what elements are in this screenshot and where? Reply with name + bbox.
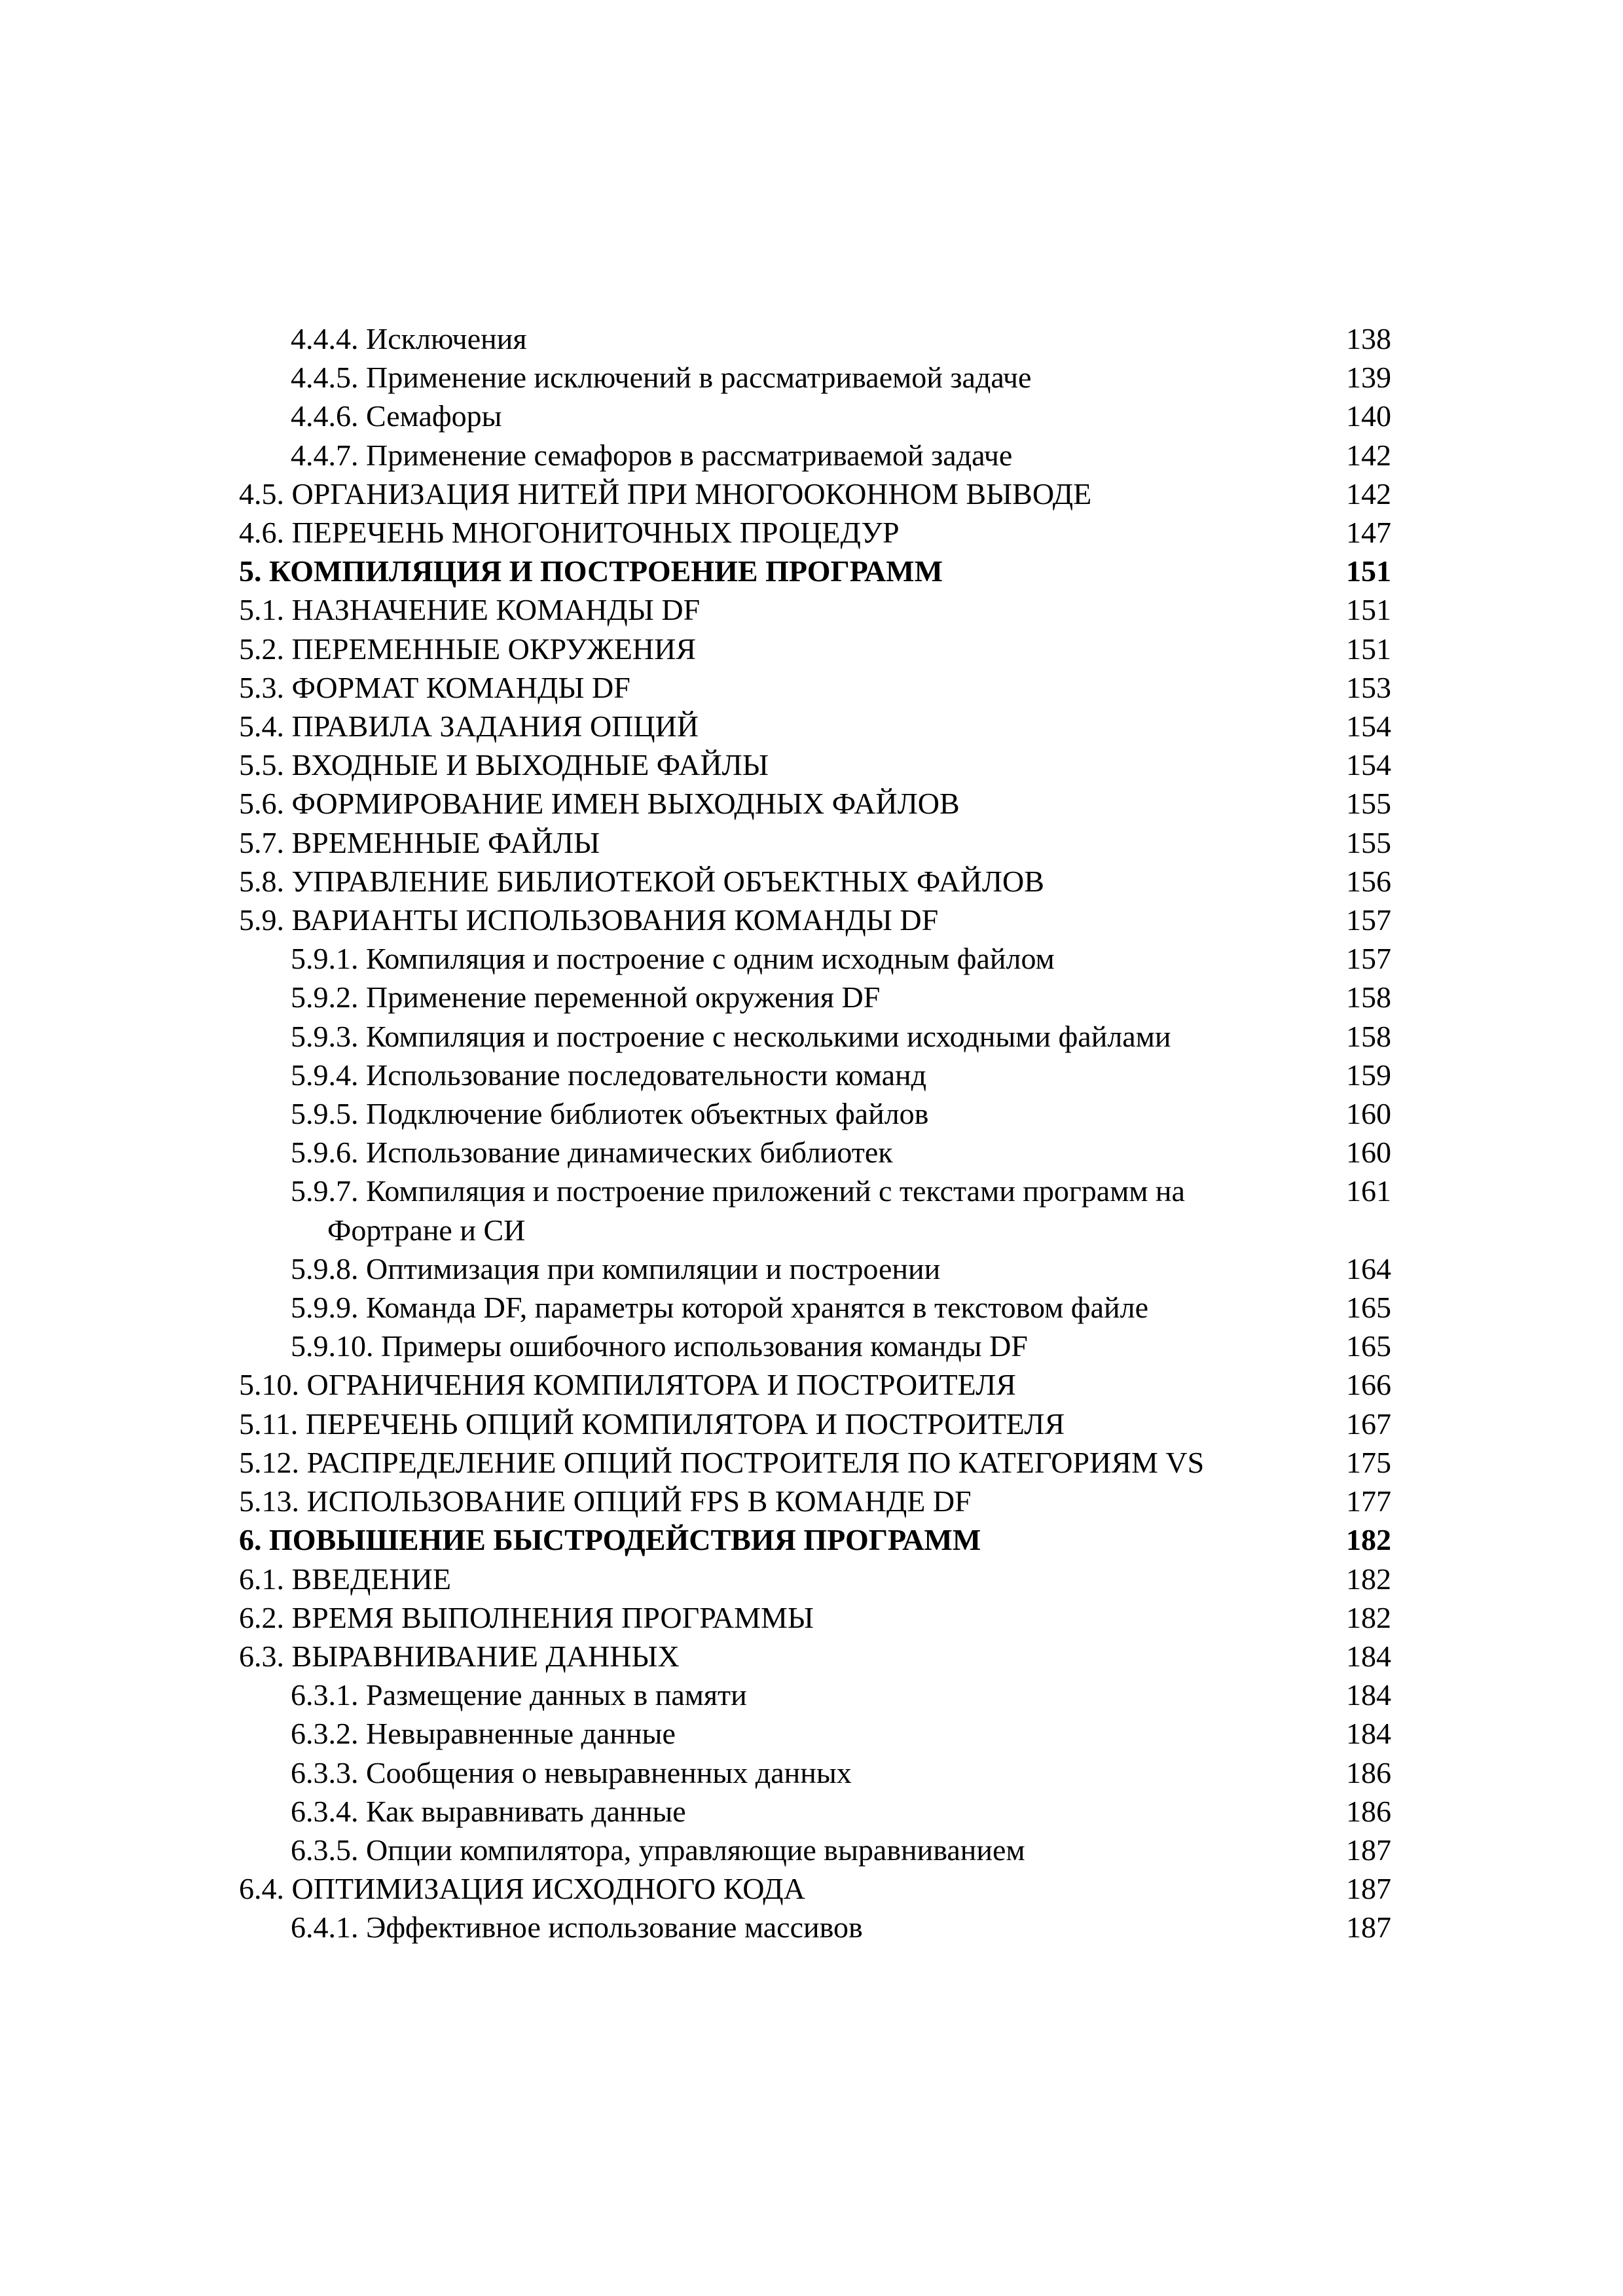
toc-entry: [239, 513, 1391, 552]
toc-entry: [239, 745, 1391, 784]
toc-entry-title: 6.4. ОПТИМИЗАЦИЯ ИСХОДНОГО КОДА: [239, 1872, 805, 1906]
toc-entry: [239, 1365, 1391, 1404]
toc-entry-title: 6.3.2. Невыравненные данные: [291, 1717, 676, 1751]
toc-entry: [239, 901, 1391, 939]
toc-entry-title: 6.3. ВЫРАВНИВАНИЕ ДАННЫХ: [239, 1639, 680, 1673]
toc-entry-page: 139: [1346, 361, 1391, 395]
toc-entry-page: 157: [1346, 942, 1391, 976]
toc-entry-title-line1: 5.9.7. Компиляция и построение приложений с текстами программ на: [291, 1174, 1185, 1208]
toc-entry-title: 5.10. ОГРАНИЧЕНИЯ КОМПИЛЯТОРА И ПОСТРОИТЕЛЯ: [239, 1368, 1016, 1402]
toc-entry-page: 184: [1346, 1717, 1391, 1751]
toc-entry: [239, 1133, 1391, 1172]
toc-entry-title: 5.13. ИСПОЛЬЗОВАНИЕ ОПЦИЙ FPS В КОМАНДЕ DF: [239, 1484, 972, 1518]
toc-entry-multiline: [239, 1172, 1391, 1249]
toc-entry: [239, 1792, 1391, 1831]
toc-entry-page: 164: [1346, 1251, 1391, 1285]
toc-entry-title: 5.2. ПЕРЕМЕННЫЕ ОКРУЖЕНИЯ: [239, 632, 696, 666]
toc-entry-title: 5.9.2. Применение переменной окружения DF: [291, 980, 881, 1014]
toc-entry-page: 157: [1346, 903, 1391, 937]
toc-chapter-page: 182: [1346, 1523, 1391, 1557]
toc-entry-title: 4.6. ПЕРЕЧЕНЬ МНОГОНИТОЧНЫХ ПРОЦЕДУР: [239, 516, 900, 550]
toc-entry-page: 186: [1346, 1794, 1391, 1828]
toc-entry-title-continuation: Фортране и СИ: [327, 1213, 526, 1247]
toc-entry-page: 165: [1346, 1291, 1391, 1325]
toc-entry-page: 182: [1346, 1600, 1391, 1634]
toc-entry-page: 187: [1346, 1910, 1391, 1945]
toc-entry: [239, 358, 1391, 397]
toc-entry-title: 6.3.1. Размещение данных в памяти: [291, 1678, 747, 1712]
toc-entry-title: 5.9.4. Использование последовательности команд: [291, 1058, 927, 1092]
toc-entry-page: 142: [1346, 476, 1391, 511]
toc-chapter-title: 5. КОМПИЛЯЦИЯ И ПОСТРОЕНИЕ ПРОГРАММ: [239, 554, 943, 588]
toc-entry: [239, 1405, 1391, 1443]
toc-entry: [239, 1056, 1391, 1094]
toc-entry: [239, 1908, 1391, 1946]
toc-entry-title: 5.9.10. Примеры ошибочного использования команды DF: [291, 1329, 1028, 1363]
toc-entry-page: 184: [1346, 1639, 1391, 1673]
toc-entry-page: 151: [1346, 593, 1391, 627]
toc-entry-title: 5.9.5. Подключение библиотек объектных файлов: [291, 1097, 929, 1131]
toc-entry: [239, 784, 1391, 823]
toc-entry-title: 5.12. РАСПРЕДЕЛЕНИЕ ОПЦИЙ ПОСТРОИТЕЛЯ ПО КАТЕГОРИЯМ VS: [239, 1445, 1205, 1479]
toc-entry: [239, 1560, 1391, 1598]
toc-entry-title: 4.4.5. Применение исключений в рассматриваемой задаче: [291, 361, 1032, 395]
toc-entry-page: 147: [1346, 516, 1391, 550]
toc-entry: [239, 319, 1391, 358]
toc-chapter-page: 151: [1346, 554, 1391, 588]
toc-entry: [239, 1598, 1391, 1637]
toc-entry-page: 153: [1346, 670, 1391, 704]
toc-entry-page: 165: [1346, 1329, 1391, 1363]
toc-entry-page: 138: [1346, 322, 1391, 355]
toc-entry-title: 5.9.1. Компиляция и построение с одним исходным файлом: [291, 942, 1055, 976]
toc-entry-page: 155: [1346, 825, 1391, 859]
toc-entry-page: 140: [1346, 399, 1391, 433]
toc-entry-page: 159: [1346, 1058, 1391, 1092]
toc-entry: [239, 1676, 1391, 1714]
toc-entry: [239, 1714, 1391, 1753]
toc-entry-title: 4.5. ОРГАНИЗАЦИЯ НИТЕЙ ПРИ МНОГООКОННОМ ВЫВОДЕ: [239, 476, 1092, 511]
toc-entry: [239, 1637, 1391, 1676]
toc-entry: [239, 1831, 1391, 1869]
toc-entry: [239, 1288, 1391, 1327]
toc-entry-page: 151: [1346, 632, 1391, 666]
toc-entry-title: 5.4. ПРАВИЛА ЗАДАНИЯ ОПЦИЙ: [239, 709, 699, 744]
toc-entry-title: 6.2. ВРЕМЯ ВЫПОЛНЕНИЯ ПРОГРАММЫ: [239, 1600, 814, 1634]
toc-entry: [239, 630, 1391, 668]
toc-entry-title: 6.3.3. Сообщения о невыравненных данных: [291, 1755, 852, 1789]
toc-entry-page: 187: [1346, 1872, 1391, 1906]
toc-entry: [239, 1017, 1391, 1056]
toc-entry: [239, 978, 1391, 1016]
toc-entry-title: 5.11. ПЕРЕЧЕНЬ ОПЦИЙ КОМПИЛЯТОРА И ПОСТРОИТЕЛЯ: [239, 1407, 1065, 1441]
toc-entry-title: 5.9.3. Компиляция и построение с несколькими исходными файлами: [291, 1019, 1171, 1053]
toc-entry-title: 5.9.8. Оптимизация при компиляции и построении: [291, 1251, 941, 1285]
toc-entry-page: 160: [1346, 1136, 1391, 1170]
toc-entry-title: 6.1. ВВЕДЕНИЕ: [239, 1562, 451, 1596]
toc-entry: [239, 1249, 1391, 1288]
toc-entry: [239, 1443, 1391, 1482]
toc-entry-page: 154: [1346, 709, 1391, 744]
toc-entry-title: 5.9. ВАРИАНТЫ ИСПОЛЬЗОВАНИЯ КОМАНДЫ DF: [239, 903, 939, 937]
toc-entry-title: 4.4.6. Семафоры: [291, 399, 502, 433]
toc-entry-page: 142: [1346, 438, 1391, 472]
toc-chapter-entry: [239, 1520, 1391, 1559]
toc-entry-page: 160: [1346, 1097, 1391, 1131]
toc-entry-title: 5.5. ВХОДНЫЕ И ВЫХОДНЫЕ ФАЙЛЫ: [239, 748, 769, 782]
toc-entry: [239, 436, 1391, 475]
table-of-contents: [239, 319, 1391, 1947]
toc-entry-title: 4.4.4. Исключения: [291, 322, 527, 355]
toc-entry: [239, 475, 1391, 513]
toc-entry: [239, 397, 1391, 435]
toc-entry-title: 5.9.6. Использование динамических библиотек: [291, 1136, 893, 1170]
toc-chapter-title: 6. ПОВЫШЕНИЕ БЫСТРОДЕЙСТВИЯ ПРОГРАММ: [239, 1523, 981, 1557]
toc-entry-page: 158: [1346, 1019, 1391, 1053]
toc-entry: [239, 939, 1391, 978]
toc-entry: [239, 1753, 1391, 1792]
toc-entry-title: 5.7. ВРЕМЕННЫЕ ФАЙЛЫ: [239, 825, 600, 859]
toc-entry-title: 4.4.7. Применение семафоров в рассматриваемой задаче: [291, 438, 1013, 472]
toc-entry: [239, 862, 1391, 901]
toc-entry-title: 6.3.4. Как выравнивать данные: [291, 1794, 686, 1828]
toc-entry-title: 5.9.9. Команда DF, параметры которой хранятся в текстовом файле: [291, 1291, 1148, 1325]
toc-entry: [239, 590, 1391, 629]
toc-entry-page: 155: [1346, 787, 1391, 821]
toc-chapter-entry: [239, 552, 1391, 590]
toc-entry-title: [239, 1172, 1313, 1249]
toc-entry-page: 166: [1346, 1368, 1391, 1402]
toc-entry-title: 5.3. ФОРМАТ КОМАНДЫ DF: [239, 670, 630, 704]
toc-entry-page: 175: [1346, 1445, 1391, 1479]
toc-entry: [239, 1482, 1391, 1520]
toc-entry-page: 186: [1346, 1755, 1391, 1789]
toc-entry-page: 184: [1346, 1678, 1391, 1712]
toc-entry-page: 167: [1346, 1407, 1391, 1441]
toc-entry-page: 187: [1346, 1833, 1391, 1867]
toc-entry-page: 156: [1346, 864, 1391, 898]
toc-entry-page: 158: [1346, 980, 1391, 1014]
toc-entry-page: 154: [1346, 748, 1391, 782]
toc-entry-page: 161: [1346, 1174, 1391, 1208]
toc-entry-page: 182: [1346, 1562, 1391, 1596]
toc-entry: [239, 668, 1391, 707]
toc-entry: [239, 1094, 1391, 1133]
toc-entry-title: 5.1. НАЗНАЧЕНИЕ КОМАНДЫ DF: [239, 593, 701, 627]
toc-entry-title: 6.4.1. Эффективное использование массивов: [291, 1910, 863, 1945]
toc-entry-title: 5.6. ФОРМИРОВАНИЕ ИМЕН ВЫХОДНЫХ ФАЙЛОВ: [239, 787, 960, 821]
toc-entry: [239, 1327, 1391, 1365]
toc-entry: [239, 823, 1391, 862]
toc-entry-page: 177: [1346, 1484, 1391, 1518]
toc-entry-title: 6.3.5. Опции компилятора, управляющие выравниванием: [291, 1833, 1025, 1867]
toc-entry-title: 5.8. УПРАВЛЕНИЕ БИБЛИОТЕКОЙ ОБЪЕКТНЫХ ФАЙЛОВ: [239, 864, 1044, 898]
toc-entry: [239, 707, 1391, 745]
toc-entry: [239, 1869, 1391, 1908]
